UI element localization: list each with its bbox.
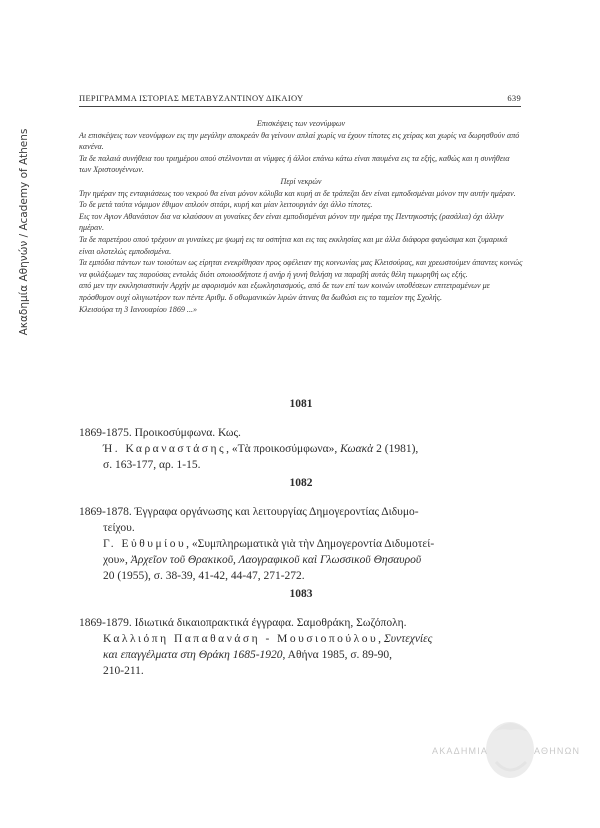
quote-paragraph: από μεν την εκκλησιαστικήν Αρχήν με αφορισμόν και εξωκλησιασμούς, από δε των επί των κοινών υποθέσεων επιτετραμένων με πρόσθυμον ουχί ολιγιωτέρον των πέντε Αριθμ. δ οθωμανικών λιρών άτινας θα δωθώσι εις το ταμείον της Σχολής. bbox=[79, 281, 490, 302]
quote-paragraph: Εις τον Αγιον Αθανάσιον δια να κλαύσουν αι γυναίκες δεν είναι εμποδισμέναι μόνον την ημέρα της Πεντηκοστής (ρασάλια) όχι άλλην ημέραν. bbox=[79, 211, 504, 233]
entry-title: και επαγγέλματα στη Θράκη 1685-1920 bbox=[103, 649, 283, 661]
quoted-document bbox=[79, 118, 523, 315]
athena-head-icon bbox=[486, 722, 534, 778]
entry-citation: 20 (1955), σ. 38-39, 41-42, 44-47, 271-272. bbox=[103, 570, 305, 582]
quote-paragraph: Τα δε παλαιά συνήθεια του τριημέρου οπού στέλνονται αι νύμφες ή άλλοι επάνω κάτω είναι παυμένα εις τα εξής, καθώς και η συνήθεια των Χριστουγέννων. bbox=[79, 153, 510, 175]
entry-citation: 2 (1981), bbox=[373, 443, 419, 455]
quote-heading: Περί νεκρών bbox=[280, 176, 322, 186]
entry-reference: Γ. Εὐθυμίου, «Συμπληρωματικὰ γιὰ τὴν Δημογεροντία Διδυμοτεί- χου», Ἀρχεῖον τοῦ Θρακικοῦ, Λαογραφικοῦ καὶ Γλωσσικοῦ Θησαυροῦ 20 (1955), σ. 38-39, 41-42, 44-47, 271-272. bbox=[103, 538, 435, 582]
entry-description: 1869-1879. Ιδιωτικά δικαιοπρακτικά έγγραφα. Σαμοθράκη, Σωζόπολη. bbox=[79, 617, 407, 629]
entry-reference: Ή. Καραναστάσης, «Τὰ προικοσύμφωνα», Κωακὰ 2 (1981), σ. 163-177, αρ. 1-15. bbox=[103, 443, 419, 471]
archive-side-label: Ακαδημία Αθηνών / Academy of Athens bbox=[18, 128, 30, 336]
quote-paragraph: Αι επισκέψεις των νεονύμφων εις την μεγάλην αποκρεάν θα γείνουν απλαί χωρίς να έχουν τίποτες εις χείρας και χωρίς να δωρησθούν από κανένα. bbox=[79, 130, 520, 152]
entry-journal: Κωακὰ bbox=[340, 443, 374, 455]
entry-number: 1083 bbox=[289, 588, 313, 600]
entry-author: Γ. Εὐθυμίου bbox=[103, 538, 187, 550]
quote-heading: Επισκέψεις των νεονύμφων bbox=[256, 119, 346, 128]
page-number: 639 bbox=[507, 93, 521, 103]
entry-title: «Συμπληρωματικὰ γιὰ τὴν Δημογεροντία Διδυμοτεί- bbox=[191, 538, 435, 550]
catalog-entry bbox=[79, 477, 523, 584]
entry-title: χου» bbox=[103, 554, 126, 566]
quote-paragraph: Τα εμπόδια πάντων των τοιούτων ως είρηται ενεκρίθησαν προς οφέλειαν της κοινωνίας μας Κλεισούρας, και χρεωστούμεν άπαντες κοινώς να φυλάξωμεν τας παρούσας εντολάς διότι οποιοσδήποτε ή ανήρ ή γυνή θελήση να παραβή αυτάς θέλη τιμωρηθή ως εξής. bbox=[79, 258, 523, 279]
quote-paragraph: Τα δε παρετέρου οπού τρέχουν αι γυναίκες με ψωμή εις τα οσπήτια και εις τας εκκλησίας και με άλλα διάφορα φαγώσιμα και ζυμαρικά είναι ολοτελώς εμποδισμένα. bbox=[79, 234, 508, 256]
entry-journal: Ἀρχεῖον τοῦ Θρακικοῦ, Λαογραφικοῦ καὶ Γλωσσικοῦ Θησαυροῦ bbox=[130, 554, 422, 566]
watermark-left-text: ΑΚΑΔΗΜΙΑ bbox=[432, 746, 489, 756]
entry-title: «Τὰ προικοσύμφωνα» bbox=[231, 443, 335, 455]
watermark-right-text: ΑΘΗΝΩΝ bbox=[534, 746, 580, 756]
entry-number: 1082 bbox=[289, 477, 313, 489]
entry-citation: σ. 163-177, αρ. 1-15. bbox=[103, 459, 201, 471]
entry-title: Συντεχνίες bbox=[383, 633, 433, 645]
running-title: ΠΕΡΙΓΡΑΜΜΑ ΙΣΤΟΡΙΑΣ ΜΕΤΑΒΥΖΑΝΤΙΝΟΥ ΔΙΚΑΙΟΥ bbox=[79, 93, 304, 103]
entry-author: Ή. Καραναστάσης bbox=[103, 443, 227, 455]
entry-citation: 210-211. bbox=[103, 665, 144, 677]
quote-paragraph: Την ημέραν της ενταφιάσεως του νεκρού θα είναι μόνον κόλυβα και κυρή αι δε τράπεζαι δεν είναι εμποδισμέναι μόνον την αυτήν ημέραν. Το δε μετά ταύτα νόμιμον έθιμον απλούν σιτάρι, κυρή και μίαν λειτουργιάν όχι άλλο τίποτες. bbox=[79, 188, 516, 210]
running-header bbox=[79, 90, 521, 107]
entry-reference: Καλλιόπη Παπαθανάση - Μουσιοπούλου, Συντεχνίες και επαγγέλματα στη Θράκη 1685-1920, Αθήνα 1985, σ. 89-90, 210-211. bbox=[103, 633, 433, 677]
catalog-entry bbox=[79, 398, 523, 473]
entry-description bbox=[79, 504, 523, 536]
catalog-entry bbox=[79, 588, 523, 679]
entry-description-line: τείχου. bbox=[103, 522, 135, 534]
entry-author: Καλλιόπη Παπαθανάση - Μουσιοπούλου bbox=[103, 633, 379, 645]
entry-description: 1869-1875. Προικοσύμφωνα. Κως. bbox=[79, 427, 241, 439]
academy-watermark bbox=[430, 718, 580, 788]
entry-number: 1081 bbox=[289, 398, 313, 410]
quote-closing: Κλεισούρα τη 3 Ιανουαρίου 1869 ...» bbox=[79, 304, 198, 314]
entry-description-line: 1869-1878. Έγγραφα οργάνωσης και λειτουργίας Δημογεροντίας Διδυμο- bbox=[79, 506, 419, 518]
entry-citation: , Αθήνα 1985, σ. 89-90, bbox=[282, 649, 392, 661]
